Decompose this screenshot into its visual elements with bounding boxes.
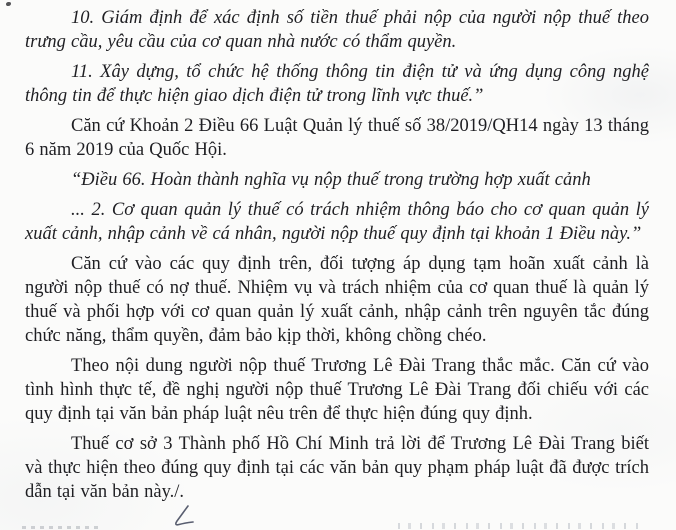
paragraph-dieu-66-heading: “Điều 66. Hoàn thành nghĩa vụ nộp thuế trong trường hợp xuất cảnh (71, 170, 591, 190)
handwritten-tick-mark (170, 505, 202, 529)
paragraph-theo-noi-dung: Theo nội dung người nộp thuế Trương Lê Đài Trang thắc mắc. Căn cứ vào tình hình thực tế, đề nghị người nộp thuế Trương Lê Đài Trang đối chiếu với các quy định tại văn bản pháp luật nêu trên để thực hiện đúng quy định. (25, 356, 649, 424)
scan-speck (6, 2, 11, 6)
paragraph-dieu-66-khoan-2: ... 2. Cơ quan quản lý thuế có trách nhiệm thông báo cho cơ quan quản lý xuất cảnh, nhập cảnh về cá nhân, người nộp thuế quy định tại khoản 1 Điều này.” (25, 200, 649, 244)
paragraph-clause-11: 11. Xây dựng, tổ chức hệ thống thông tin điện tử và ứng dụng công nghệ thông tin để thực hiện giao dịch điện tử trong lĩnh vực thuế.” (25, 62, 649, 106)
paragraph-clause-10: 10. Giám định để xác định số tiền thuế phải nộp của người nộp thuế theo trưng cầu, yêu cầu của cơ quan nhà nước có thẩm quyền. (25, 8, 649, 52)
paragraph-ket-luan: Thuế cơ sở 3 Thành phố Hồ Chí Minh trả lời để Trương Lê Đài Trang biết và thực hiện theo đúng quy định tại các văn bản quy phạm pháp luật đã được trích dẫn tại văn bản này./. (25, 434, 649, 502)
cutoff-glyph-tops-right (398, 523, 646, 529)
paragraph-can-cu-khoan-2: Căn cứ Khoản 2 Điều 66 Luật Quản lý thuế số 38/2019/QH14 ngày 13 tháng 6 năm 2019 của Quốc Hội. (25, 116, 649, 160)
document-body (25, 4, 649, 504)
cutoff-glyph-tops-left (22, 526, 102, 529)
paragraph-can-cu-quy-dinh: Căn cứ vào các quy định trên, đối tượng áp dụng tạm hoãn xuất cảnh là người nộp thuế có nợ thuế. Nhiệm vụ và trách nhiệm của cơ quan thuế là quản lý thuế và phối hợp với cơ quan quản lý xuất cảnh, nhập cảnh trên nguyên tắc đúng chức năng, thẩm quyền, đảm bảo kịp thời, không chồng chéo. (25, 254, 649, 346)
